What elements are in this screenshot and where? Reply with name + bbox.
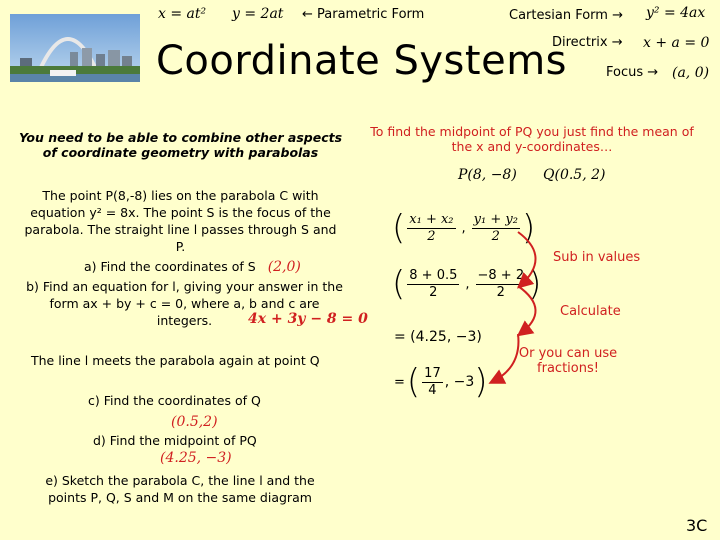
parametric-eq-y: y = 2at — [232, 6, 284, 22]
part-a-text: a) Find the coordinates of S — [84, 259, 256, 274]
label-fractions: Or you can use fractions! — [518, 346, 618, 376]
focus-eq: (a, 0) — [672, 65, 710, 81]
directrix-label: Directrix → — [552, 35, 623, 50]
problem-statement: The point P(8,-8) lies on the parabola C with equation y² = 8x. The point S is the focus of the parabola. The straight line l passes through S and P. — [24, 188, 337, 254]
parametric-eq-x: x = at² — [158, 6, 207, 22]
answer-b: 4x + 3y − 8 = 0 — [248, 311, 368, 327]
label-calculate: Calculate — [560, 304, 621, 319]
answer-a: (2,0) — [267, 259, 301, 275]
line-meets-text: The line l meets the parabola again at point Q — [31, 353, 320, 368]
arrow-calculate — [518, 286, 536, 334]
part-a — [84, 258, 301, 276]
part-d: d) Find the midpoint of PQ — [93, 433, 257, 448]
part-e: e) Sketch the parabola C, the line l and the points P, Q, S and M on the same diagram — [45, 473, 315, 505]
frac-result: $\frac{17}{4}$ — [424, 365, 441, 398]
answer-c: (0.5,2) — [171, 414, 218, 430]
result-fraction: = ( $\frac{17}{4}$ , −3 ) — [394, 362, 488, 402]
frac-sub-x: $\frac{8 + 0.5}{2}$ — [409, 267, 458, 300]
point-q: Q(0.5, 2) — [543, 167, 606, 183]
skyline-photo — [10, 14, 140, 82]
frac-sub-y: $\frac{-8 + 2}{2}$ — [477, 267, 525, 300]
page-title: Coordinate Systems — [156, 38, 567, 84]
focus-label: Focus → — [606, 65, 659, 80]
point-p: P(8, −8) — [458, 167, 517, 183]
slide-number: 3C — [686, 516, 708, 535]
midpoint-formula: ( $\frac{\text{x₁ + x₂}}{2}$ , $\frac{\text{y₁ + y₂}}{2}$ ) — [392, 208, 536, 248]
answer-d: (4.25, −3) — [160, 450, 232, 466]
label-sub-in-values: Sub in values — [553, 250, 641, 265]
substituted-formula: ( $\frac{8 + 0.5}{2}$ , $\frac{-8 + 2}{2}$ ) — [392, 264, 542, 304]
cartesian-eq: y² = 4ax — [646, 5, 706, 21]
arrow-sub-in — [518, 232, 536, 286]
parametric-label: ← Parametric Form — [302, 7, 425, 22]
intro-text: You need to be able to combine other aspects of coordinate geometry with parabolas — [18, 130, 343, 160]
directrix-eq: x + a = 0 — [643, 35, 710, 51]
frac-y: $\frac{\text{y₁ + y₂}}{2}$ — [473, 211, 518, 244]
cartesian-label: Cartesian Form → — [509, 8, 623, 23]
frac-x: $\frac{\text{x₁ + x₂}}{2}$ — [409, 211, 454, 244]
midpoint-instructions: To find the midpoint of PQ you just find the mean of the x and y-coordinates… — [370, 124, 694, 154]
part-c: c) Find the coordinates of Q — [88, 393, 261, 408]
part-b: b) Find an equation for l, giving your answer in the form ax + by + c = 0, where a, b and c are integers. — [26, 279, 343, 328]
result-decimal: = (4.25, −3) — [394, 329, 482, 345]
